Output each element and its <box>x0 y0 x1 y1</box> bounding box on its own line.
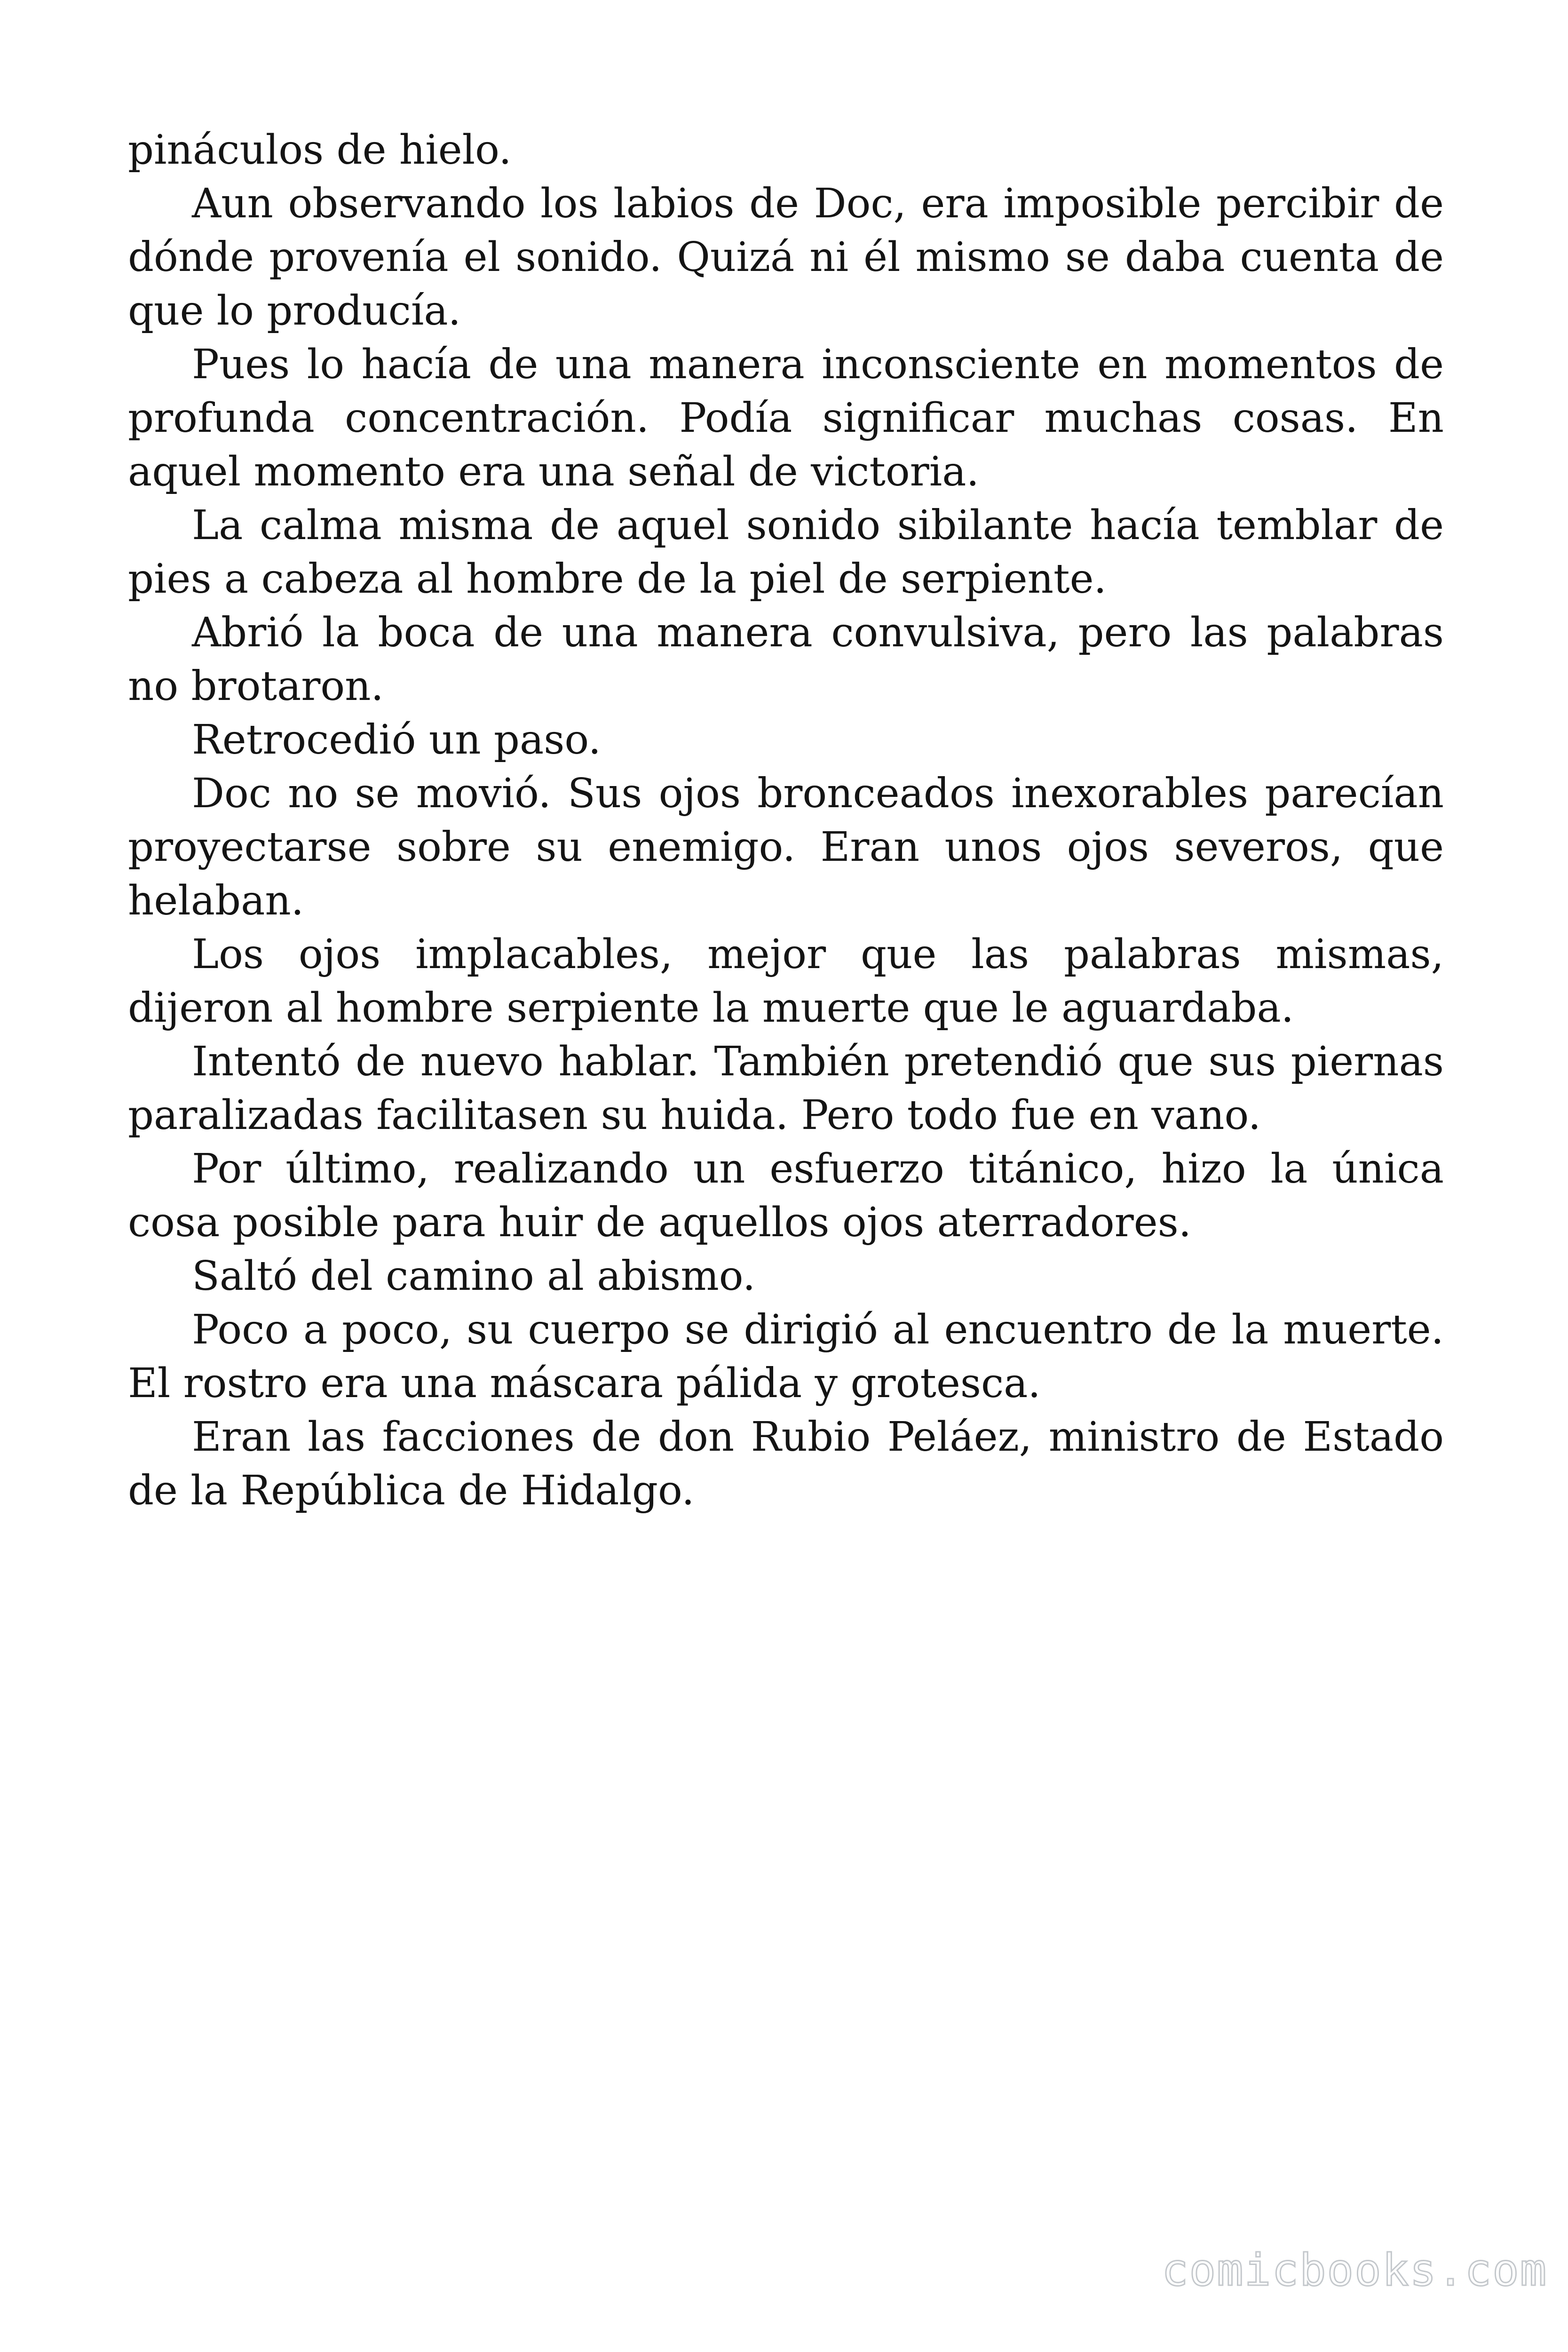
paragraph: Retrocedió un paso. <box>192 716 601 763</box>
body-text <box>128 123 1444 1518</box>
paragraph: La calma misma de aquel sonido sibilante hacía temblar de pies a cabeza al hombre de la piel de serpiente. <box>128 502 1444 603</box>
paragraph: Los ojos implacables, mejor que las palabras mismas, dijeron al hombre serpiente la muerte que le aguardaba. <box>128 931 1444 1032</box>
paragraph: Pues lo hacía de una manera inconsciente en momentos de profunda concentración. Podía significar muchas cosas. En aquel momento era una señal de victoria. <box>128 341 1444 495</box>
paragraph: Abrió la boca de una manera convulsiva, pero las palabras no brotaron. <box>128 609 1444 710</box>
paragraph: Doc no se movió. Sus ojos bronceados inexorables parecían proyectarse sobre su enemigo. Eran unos ojos severos, que helaban. <box>128 770 1444 924</box>
paragraph: Poco a poco, su cuerpo se dirigió al encuentro de la muerte. El rostro era una máscara pálida y grotesca. <box>128 1306 1444 1407</box>
paragraph: Saltó del camino al abismo. <box>192 1253 756 1300</box>
paragraph: Por último, realizando un esfuerzo titánico, hizo la única cosa posible para huir de aquellos ojos aterradores. <box>128 1145 1444 1246</box>
paragraph: Aun observando los labios de Doc, era imposible percibir de dónde provenía el sonido. Quizá ni él mismo se daba cuenta de que lo producía. <box>128 180 1444 334</box>
watermark: comicbooks.com <box>1162 2245 1548 2296</box>
paragraph: pináculos de hielo. <box>128 127 512 174</box>
paragraph: Eran las facciones de don Rubio Peláez, ministro de Estado de la República de Hidalgo. <box>128 1414 1444 1514</box>
paragraph: Intentó de nuevo hablar. También pretendió que sus piernas paralizadas facilitasen su huida. Pero todo fue en vano. <box>128 1038 1444 1139</box>
